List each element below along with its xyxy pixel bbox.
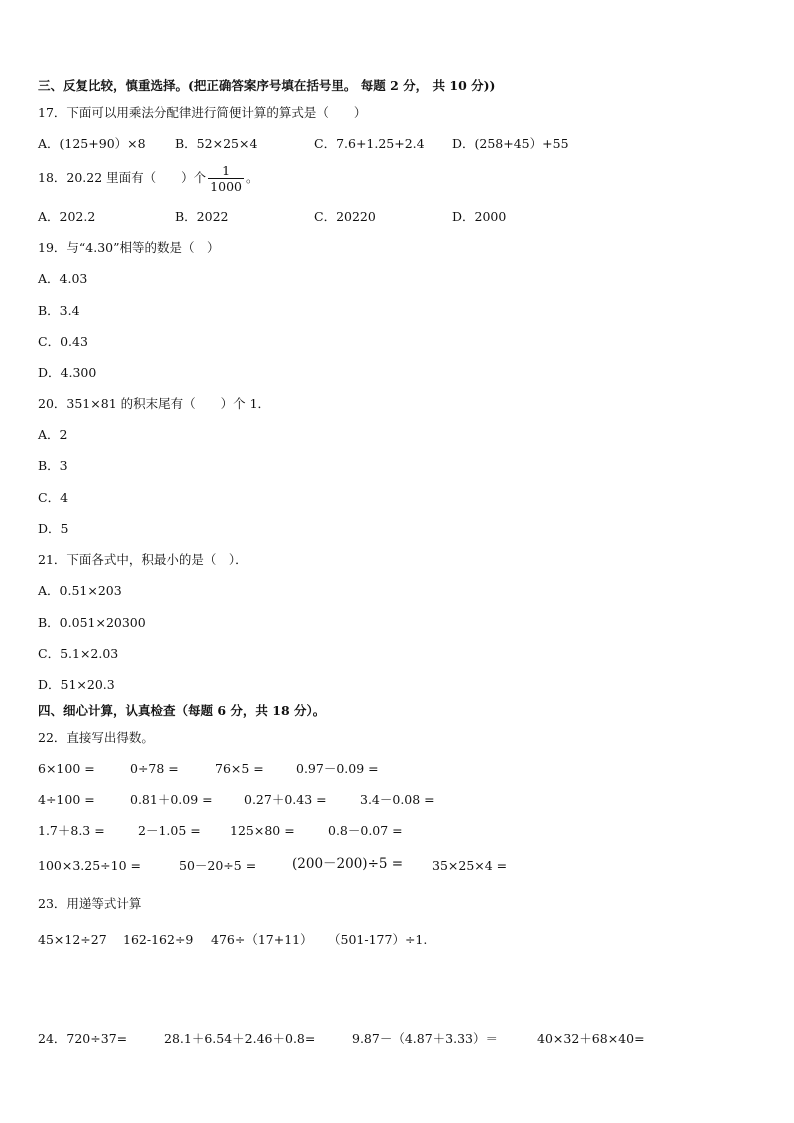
- option-d: D．5: [38, 521, 69, 536]
- calc-item: 0.97－0.09 =: [296, 761, 379, 776]
- calc-item: 0.8－0.07 =: [328, 823, 403, 838]
- option-d: D．2000: [452, 209, 507, 224]
- calc-item: 76×5 =: [215, 761, 264, 776]
- calc-item: 40×32＋68×40=: [537, 1031, 645, 1046]
- fraction-denominator: 1000: [210, 179, 242, 194]
- question-23: 23．用递等式计算: [38, 896, 142, 911]
- question-24: [38, 1031, 758, 1047]
- calc-item: 3.4－0.08 =: [360, 792, 435, 807]
- calc-item: 162-162÷9: [123, 932, 194, 947]
- option-c: C．20220: [314, 209, 376, 224]
- calc-item: 9.87－（4.87＋3.33）＝: [352, 1031, 498, 1046]
- option-d: D．4.300: [38, 365, 97, 380]
- question-18-prefix: 18．20.22 里面有（ ）个: [38, 170, 207, 185]
- option-c: C．7.6+1.25+2.4: [314, 136, 425, 151]
- calc-item: 0.27＋0.43 =: [244, 792, 327, 807]
- question-18: [38, 160, 259, 196]
- option-a: A．202.2: [38, 209, 96, 224]
- calc-row-4: [38, 858, 758, 876]
- option-c: C．5.1×2.03: [38, 646, 119, 661]
- question-18-options: [38, 209, 758, 225]
- option-b: B．2022: [175, 209, 229, 224]
- question-19: 19．与“4.30”相等的数是（ ）: [38, 240, 220, 255]
- option-b: B．0.051×20300: [38, 615, 146, 630]
- calc-item: 35×25×4 =: [432, 858, 508, 873]
- question-23-items: [38, 932, 758, 948]
- option-b: B．52×25×4: [175, 136, 258, 151]
- fraction-numerator: 1: [222, 163, 231, 178]
- question-20: 20．351×81 的积末尾有（ ）个 1．: [38, 396, 271, 411]
- option-c: C．0.43: [38, 334, 88, 349]
- calc-item: 2－1.05 =: [138, 823, 201, 838]
- question-22: 22．直接写出得数。: [38, 730, 154, 745]
- calc-row-2: [38, 792, 758, 808]
- fraction: [208, 163, 244, 194]
- calc-row-3: [38, 823, 758, 839]
- calc-item: 125×80 =: [230, 823, 295, 838]
- section-3-heading: 三、反复比较，慎重选择。(把正确答案序号填在括号里。 每题 2 分， 共 10 分)): [38, 78, 496, 93]
- calc-item: （501-177）÷1.: [328, 932, 428, 947]
- option-d: D．51×20.3: [38, 677, 115, 692]
- calc-item: 100×3.25÷10 =: [38, 858, 141, 873]
- calc-item: 45×12÷27: [38, 932, 107, 947]
- option-a: A．4.03: [38, 271, 88, 286]
- option-c: C．4: [38, 490, 69, 505]
- question-21: 21．下面各式中，积最小的是（ ）．: [38, 552, 248, 567]
- calc-item: 6×100 =: [38, 761, 95, 776]
- section-4-heading: 四、细心计算，认真检查（每题 6 分，共 18 分）。: [38, 703, 326, 718]
- calc-item: 476÷（17+11）: [211, 932, 313, 947]
- question-17: 17．下面可以用乘法分配律进行简便计算的算式是（ ）: [38, 105, 367, 120]
- option-b: B．3.4: [38, 303, 80, 318]
- calc-item: 50－20÷5 =: [179, 858, 257, 873]
- question-17-options: [38, 136, 758, 152]
- calc-item: 0.81＋0.09 =: [130, 792, 213, 807]
- question-18-suffix: 。: [245, 170, 259, 185]
- option-b: B．3: [38, 458, 68, 473]
- calc-item: (200－200)÷5 =: [292, 856, 404, 872]
- option-a: A．(125+90）×8: [38, 136, 146, 151]
- calc-item: 0÷78 =: [130, 761, 179, 776]
- option-d: D．(258+45）+55: [452, 136, 569, 151]
- calc-item: 4÷100 =: [38, 792, 95, 807]
- calc-row-1: [38, 761, 758, 777]
- calc-item: 28.1＋6.54＋2.46＋0.8=: [164, 1031, 316, 1046]
- option-a: A．0.51×203: [38, 583, 122, 598]
- option-a: A．2: [38, 427, 68, 442]
- calc-item: 1.7＋8.3 =: [38, 823, 105, 838]
- calc-item: 24．720÷37=: [38, 1031, 128, 1046]
